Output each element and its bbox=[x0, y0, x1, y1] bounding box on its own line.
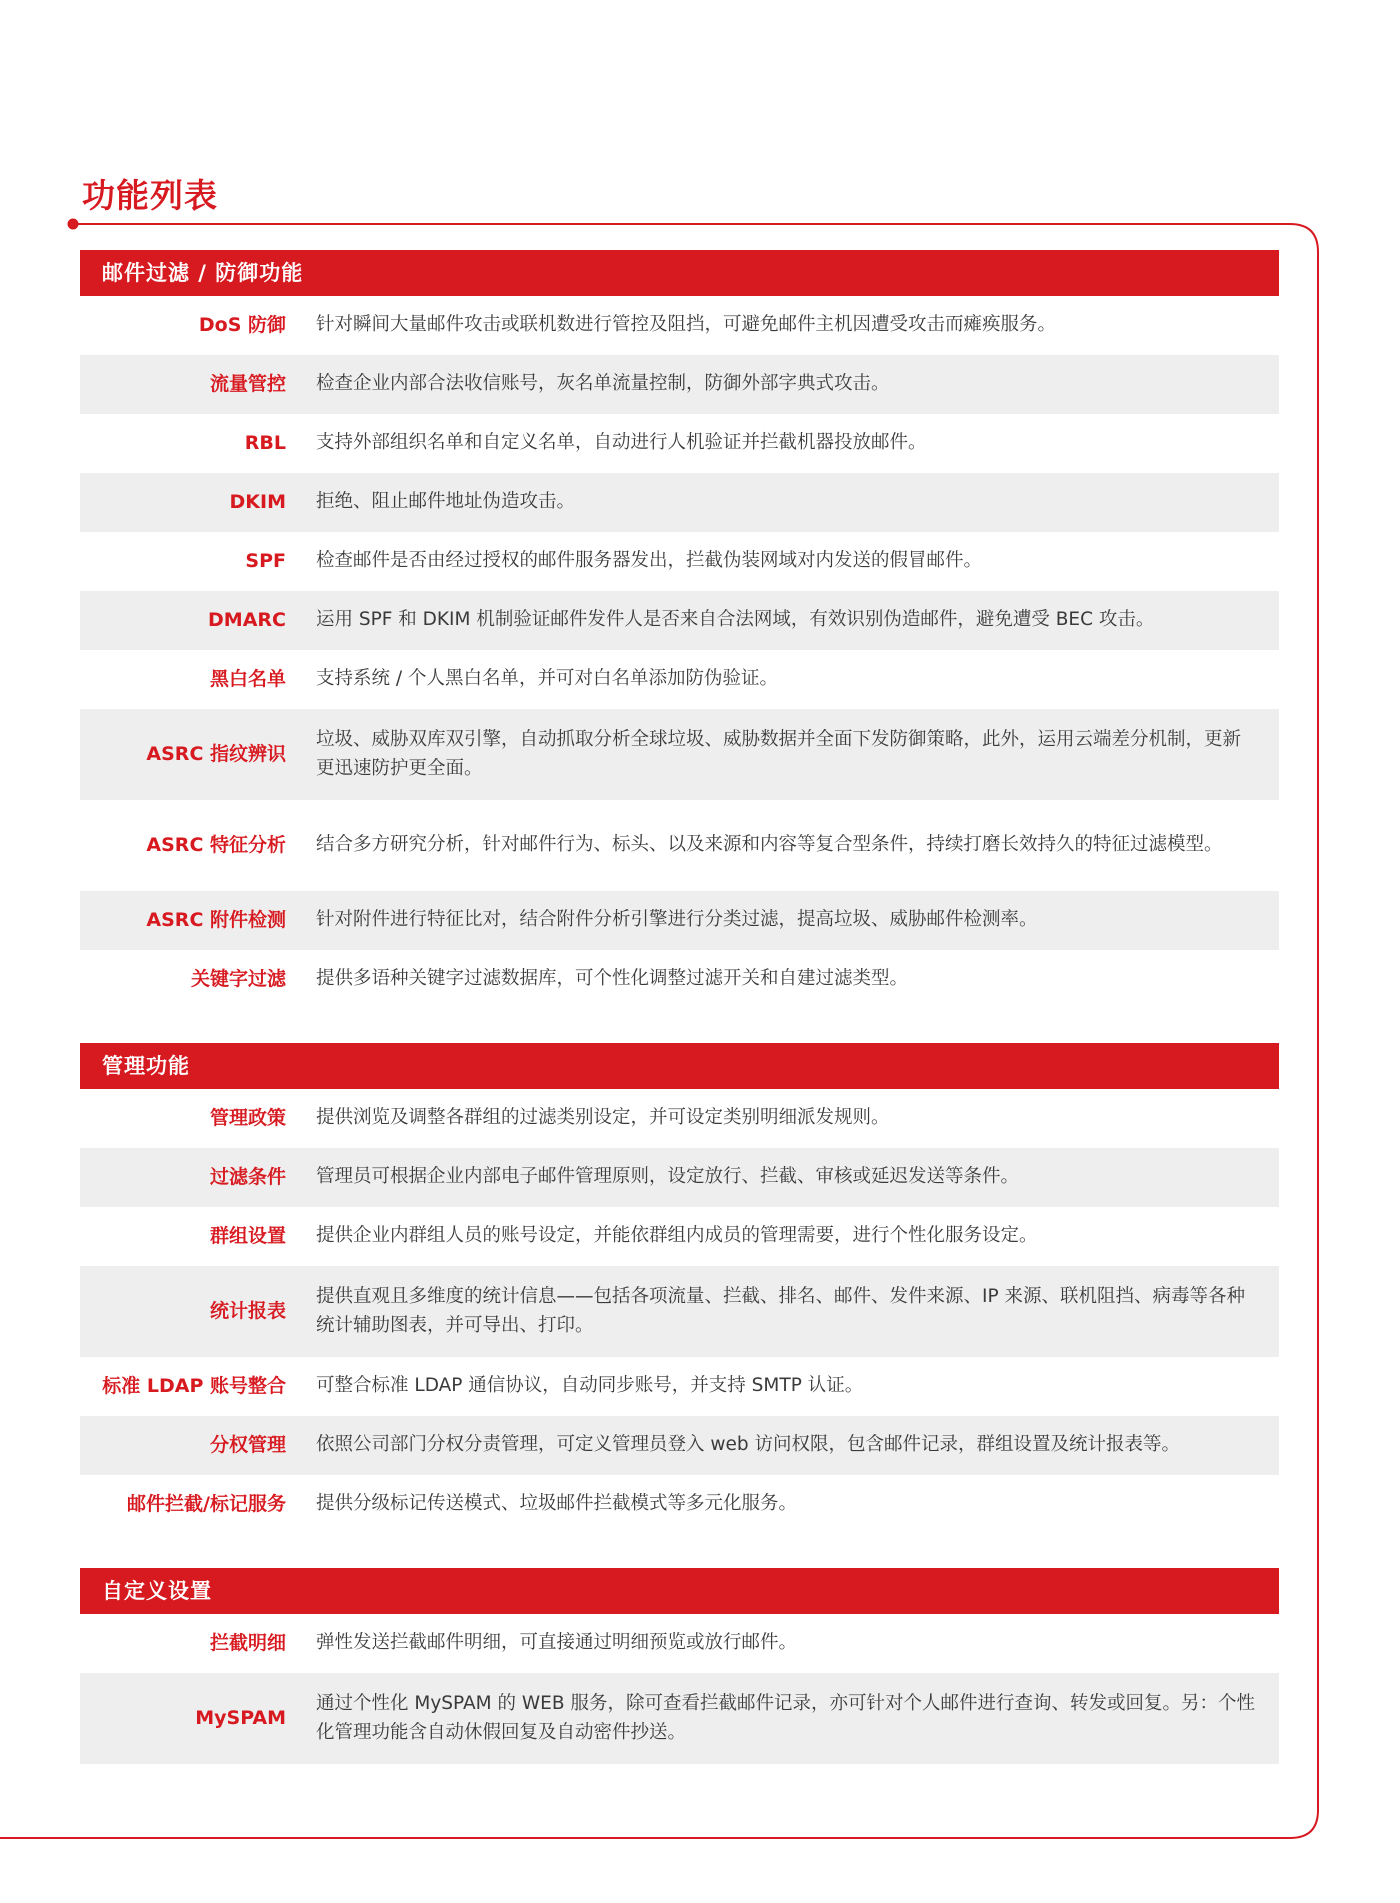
feature-desc: 垃圾、威胁双库双引擎，自动抓取分析全球垃圾、威胁数据并全面下发防御策略，此外，运用云端差分机制，更新更迅速防护更全面。 bbox=[316, 728, 1242, 779]
feature-row bbox=[80, 650, 1279, 709]
section-custom-settings bbox=[80, 1568, 1279, 1764]
feature-label: 邮件拦截/标记服务 bbox=[127, 1493, 286, 1516]
feature-row bbox=[80, 473, 1279, 532]
frame-start-dot bbox=[68, 219, 79, 230]
feature-label: 群组设置 bbox=[209, 1225, 286, 1248]
feature-label: MySPAM bbox=[195, 1707, 286, 1730]
feature-row bbox=[80, 1089, 1279, 1148]
feature-desc: 针对附件进行特征比对，结合附件分析引擎进行分类过滤，提高垃圾、威胁邮件检测率。 bbox=[316, 909, 1038, 931]
feature-desc: 依照公司部门分权分责管理，可定义管理员登入 web 访问权限，包含邮件记录，群组设置及统计报表等。 bbox=[316, 1434, 1181, 1456]
feature-desc: 通过个性化 MySPAM 的 WEB 服务，除可查看拦截邮件记录，亦可针对个人邮件进行查询、转发或回复。另：个性化管理功能含自动休假回复及自动密件抄送。 bbox=[316, 1692, 1255, 1743]
feature-desc: 拒绝、阻止邮件地址伪造攻击。 bbox=[316, 491, 576, 513]
feature-desc: 检查邮件是否由经过授权的邮件服务器发出，拦截伪装网域对内发送的假冒邮件。 bbox=[316, 550, 983, 572]
feature-desc: 管理员可根据企业内部电子邮件管理原则，设定放行、拦截、审核或延迟发送等条件。 bbox=[316, 1166, 1020, 1188]
feature-label: DKIM bbox=[229, 491, 286, 514]
feature-label: DMARC bbox=[208, 609, 286, 632]
feature-row bbox=[80, 1416, 1279, 1475]
page-title: 功能列表 bbox=[82, 176, 218, 215]
feature-label: 黑白名单 bbox=[209, 668, 286, 691]
feature-desc: 结合多方研究分析，针对邮件行为、标头、以及来源和内容等复合型条件，持续打磨长效持久的特征过滤模型。 bbox=[316, 834, 1223, 856]
feature-row bbox=[80, 1614, 1279, 1673]
feature-row bbox=[80, 1357, 1279, 1416]
feature-label: DoS 防御 bbox=[198, 314, 286, 337]
feature-desc: 针对瞬间大量邮件攻击或联机数进行管控及阻挡，可避免邮件主机因遭受攻击而瘫痪服务。 bbox=[316, 314, 1057, 336]
feature-label: 关键字过滤 bbox=[190, 968, 286, 991]
feature-row bbox=[80, 296, 1279, 355]
feature-desc: 提供分级标记传送模式、垃圾邮件拦截模式等多元化服务。 bbox=[316, 1493, 798, 1515]
feature-row bbox=[80, 414, 1279, 473]
feature-row bbox=[80, 532, 1279, 591]
feature-label: ASRC 指纹辨识 bbox=[146, 743, 286, 766]
feature-label: 流量管控 bbox=[209, 373, 286, 396]
section-header: 自定义设置 bbox=[80, 1568, 1279, 1614]
feature-row bbox=[80, 709, 1279, 800]
feature-desc: 可整合标准 LDAP 通信协议，自动同步账号，并支持 SMTP 认证。 bbox=[316, 1375, 864, 1397]
feature-label: RBL bbox=[244, 432, 286, 455]
feature-label: 拦截明细 bbox=[209, 1632, 286, 1655]
feature-row bbox=[80, 1475, 1279, 1534]
feature-row bbox=[80, 591, 1279, 650]
feature-label: ASRC 特征分析 bbox=[146, 834, 286, 857]
feature-label: SPF bbox=[245, 550, 286, 573]
feature-desc: 检查企业内部合法收信账号，灰名单流量控制，防御外部字典式攻击。 bbox=[316, 373, 890, 395]
section-header: 邮件过滤 / 防御功能 bbox=[80, 250, 1279, 296]
feature-desc: 支持系统 / 个人黑白名单，并可对白名单添加防伪验证。 bbox=[316, 668, 778, 690]
feature-row bbox=[80, 950, 1279, 1009]
feature-row bbox=[80, 1266, 1279, 1357]
feature-label: 标准 LDAP 账号整合 bbox=[102, 1375, 286, 1398]
feature-label: 管理政策 bbox=[209, 1107, 286, 1130]
feature-desc: 提供直观且多维度的统计信息——包括各项流量、拦截、排名、邮件、发件来源、IP 来源、联机阻挡、病毒等各种统计辅助图表，并可导出、打印。 bbox=[316, 1285, 1245, 1336]
section-management bbox=[80, 1043, 1279, 1534]
feature-label: 统计报表 bbox=[209, 1300, 286, 1323]
feature-row bbox=[80, 891, 1279, 950]
feature-list bbox=[80, 250, 1279, 1798]
feature-desc: 运用 SPF 和 DKIM 机制验证邮件发件人是否来自合法网域，有效识别伪造邮件，避免遭受 BEC 攻击。 bbox=[316, 609, 1155, 631]
feature-row bbox=[80, 355, 1279, 414]
feature-row bbox=[80, 1207, 1279, 1266]
feature-label: ASRC 附件检测 bbox=[146, 909, 286, 932]
feature-desc: 提供浏览及调整各群组的过滤类别设定，并可设定类别明细派发规则。 bbox=[316, 1107, 890, 1129]
feature-row bbox=[80, 1148, 1279, 1207]
feature-desc: 支持外部组织名单和自定义名单，自动进行人机验证并拦截机器投放邮件。 bbox=[316, 432, 927, 454]
feature-desc: 提供多语种关键字过滤数据库，可个性化调整过滤开关和自建过滤类型。 bbox=[316, 968, 909, 990]
section-mail-filter bbox=[80, 250, 1279, 1009]
feature-desc: 提供企业内群组人员的账号设定，并能依群组内成员的管理需要，进行个性化服务设定。 bbox=[316, 1225, 1038, 1247]
feature-label: 分权管理 bbox=[209, 1434, 286, 1457]
feature-row bbox=[80, 1673, 1279, 1764]
feature-row bbox=[80, 800, 1279, 891]
section-header: 管理功能 bbox=[80, 1043, 1279, 1089]
feature-desc: 弹性发送拦截邮件明细，可直接通过明细预览或放行邮件。 bbox=[316, 1632, 798, 1654]
feature-label: 过滤条件 bbox=[209, 1166, 286, 1189]
